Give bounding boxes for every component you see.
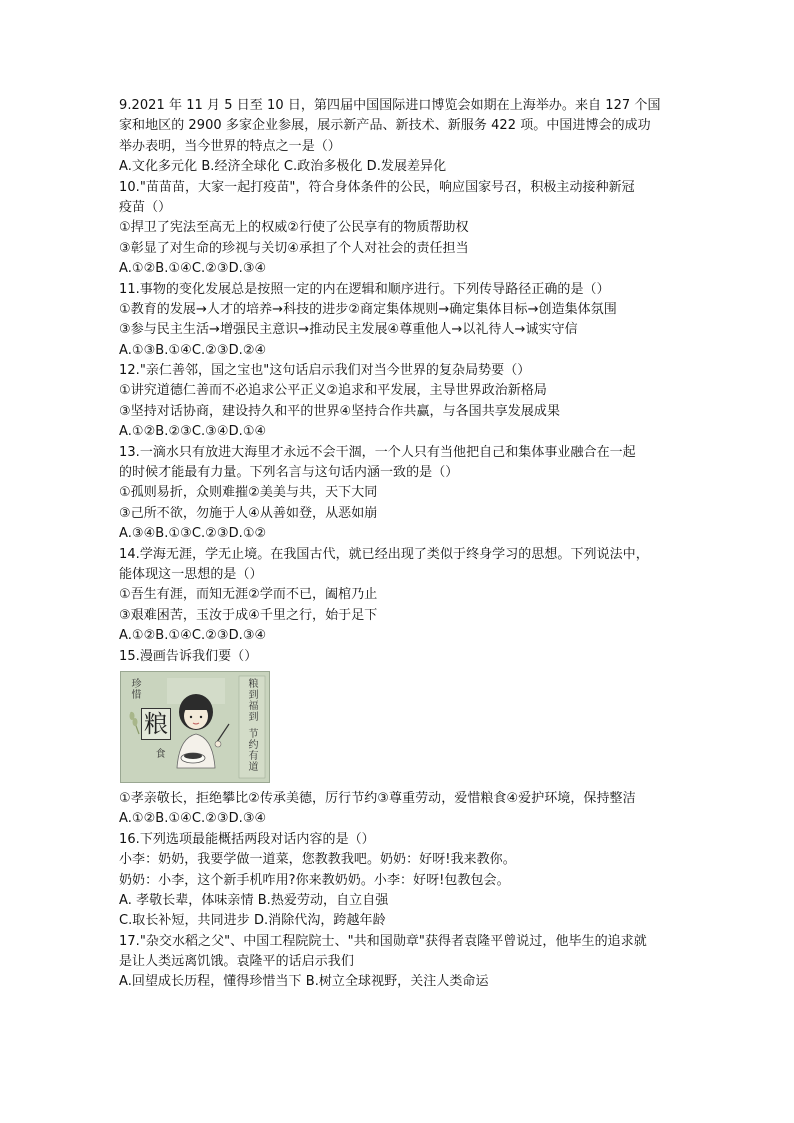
- q13-stem-line1: 13.一滴水只有放进大海里才永远不会干涸，一个人只有当他把自己和集体事业融合在一起: [119, 444, 636, 460]
- q16-dialog2: 奶奶：小李，这个新手机咋用?你来教奶奶。小李：好呀!包教包会。: [119, 872, 510, 888]
- q15-stem: 15.漫画告诉我们要（）: [119, 648, 258, 664]
- q9-stem-line1: 9.2021 年 11 月 5 日至 10 日，第四届中国国际进口博览会如期在上海举办。来自 127 个国: [119, 98, 661, 113]
- cartoon-image: [120, 671, 270, 783]
- q14-stem-line2: 能体现这一思想的是（）: [119, 566, 263, 582]
- q12-stem: 12."亲仁善邻，国之宝也"这句话启示我们对当今世界的复杂局势要（）: [119, 363, 531, 379]
- q10-stem-line1: 10."苗苗苗，大家一起打疫苗"，符合身体条件的公民，响应国家号召，积极主动接种新冠: [119, 179, 635, 195]
- q15-item1: ①孝亲敬长，拒绝攀比②传承美德，厉行节约③尊重劳动，爱惜粮食④爱护环境，保持整洁: [119, 790, 636, 806]
- q12-item2: ③坚持对话协商，建设持久和平的世界④坚持合作共赢，与各国共享发展成果: [119, 403, 561, 419]
- q14-item1: ①吾生有涯，而知无涯②学而不已，阖棺乃止: [119, 587, 378, 603]
- q17-stem-line1: 17."杂交水稻之父"、中国工程院院士、"共和国勋章"获得者袁隆平曾说过，他毕生的追求就: [119, 933, 647, 949]
- q16-option2: C.取长补短，共同进步 D.消除代沟，跨越年龄: [119, 913, 386, 929]
- q12-item1: ①讲究道德仁善而不必追求公平正义②追求和平发展，主导世界政治新格局: [119, 383, 547, 399]
- q14-item2: ③艰难困苦，玉汝于成④千里之行，始于足下: [119, 607, 378, 623]
- q10-item1: ①捍卫了宪法至高无上的权威②行使了公民享有的物质帮助权: [119, 220, 469, 236]
- q9-options: A.文化多元化 B.经济全球化 C.政治多极化 D.发展差异化: [119, 159, 447, 175]
- q9-stem-line2: 家和地区的 2900 多家企业参展，展示新产品、新技术、新服务 422 项。中国进博会的成功: [119, 118, 651, 134]
- q13-item2: ③己所不欲，勿施于人④从善如登，从恶如崩: [119, 505, 378, 521]
- q11-stem: 11.事物的变化发展总是按照一定的内在逻辑和顺序进行。下列传导路径正确的是（）: [119, 281, 610, 297]
- q17-option1: A.回望成长历程，懂得珍惜当下 B.树立全球视野，关注人类命运: [119, 974, 489, 990]
- cartoon-big-char: 粮: [141, 708, 171, 740]
- q11-options: A.①③B.①④C.②③D.②④: [119, 342, 267, 358]
- q10-stem-line2: 疫苗（）: [119, 199, 172, 215]
- exam-page: [119, 96, 685, 993]
- q13-stem-line2: 的时候才能最有力量。下列名言与这句话内涵一致的是（）: [119, 465, 459, 481]
- cartoon-label-thrift: 节约有道: [246, 727, 257, 772]
- q16-stem: 16.下列选项最能概括两段对话内容的是（）: [119, 831, 375, 847]
- cartoon-label-cherish: 珍惜: [129, 677, 140, 700]
- cartoon-label-grain-fortune: 粮到福到: [246, 677, 257, 722]
- q10-item2: ③彰显了对生命的珍视与关切④承担了个人对社会的责任担当: [119, 240, 469, 256]
- q11-item2: ③参与民主生活→增强民主意识→推动民主发展④尊重他人→以礼待人→诚实守信: [119, 322, 578, 338]
- q10-options: A.①②B.①④C.②③D.③④: [119, 261, 267, 277]
- cartoon-label-food: 食: [153, 747, 164, 759]
- q11-item1: ①教育的发展→人才的培养→科技的进步②商定集体规则→确定集体目标→创造集体氛围: [119, 301, 617, 317]
- q13-item1: ①孤则易折，众则难摧②美美与共，天下大同: [119, 485, 378, 501]
- q9-stem-line3: 举办表明，当今世界的特点之一是（）: [119, 138, 341, 154]
- q15-options: A.①②B.①④C.②③D.③④: [119, 811, 267, 827]
- q16-dialog1: 小李：奶奶，我要学做一道菜，您教教我吧。奶奶：好呀!我来教你。: [119, 852, 516, 868]
- q14-stem-line1: 14.学海无涯，学无止境。在我国古代，就已经出现了类似于终身学习的思想。下列说法中，: [119, 546, 649, 562]
- q14-options: A.①②B.①④C.②③D.③④: [119, 628, 267, 644]
- q16-option1: A. 孝敬长辈，体味亲情 B.热爱劳动，自立自强: [119, 892, 389, 908]
- q12-options: A.①②B.②③C.③④D.①④: [119, 424, 267, 440]
- q17-stem-line2: 是让人类远离饥饿。袁隆平的话启示我们: [119, 954, 354, 970]
- q13-options: A.③④B.①③C.②③D.①②: [119, 526, 267, 542]
